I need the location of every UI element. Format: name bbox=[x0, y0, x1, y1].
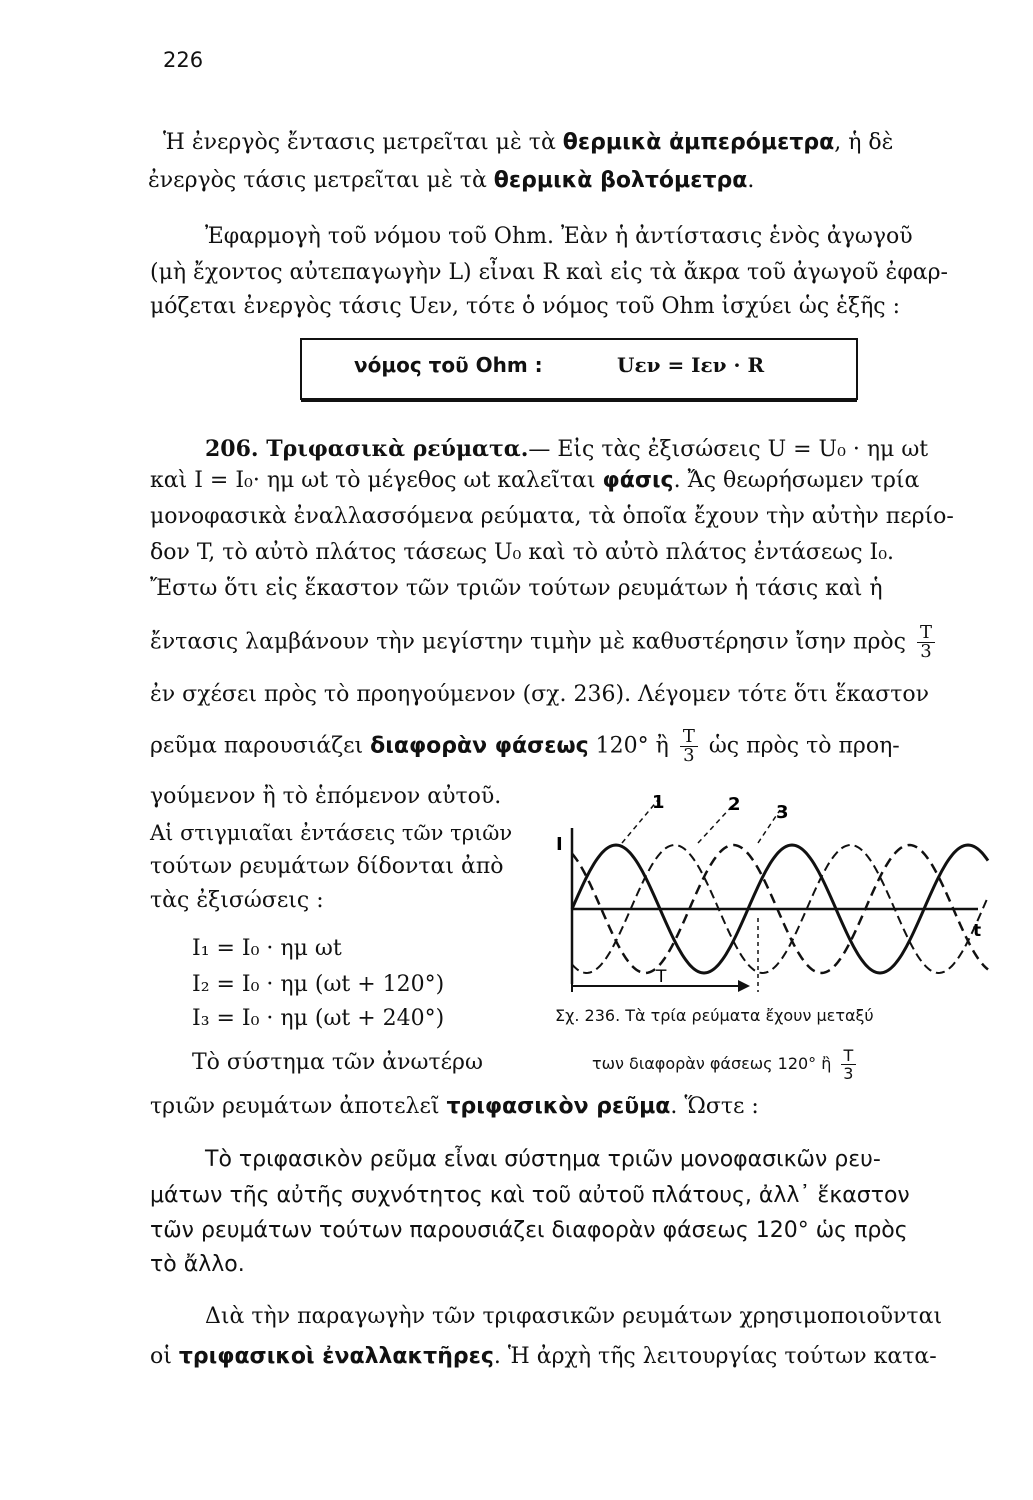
intro-text: Ἡ ἐνεργὸς ἔντασις μετρεῖται μὲ τὰ bbox=[163, 130, 563, 155]
fraction-t-over-3: $\frac{T}{3}$ bbox=[680, 728, 698, 765]
section-206-line-14 bbox=[150, 1092, 759, 1122]
caption-text: των διαφορὰν φάσεως 120° ἢ bbox=[592, 1054, 832, 1073]
section-206-line-9: γούμενον ἢ τὸ ἑπόμενον αὐτοῦ. bbox=[150, 784, 502, 809]
section-text: τριῶν ρευμάτων ἀποτελεῖ bbox=[150, 1094, 447, 1119]
page-number: 226 bbox=[163, 48, 204, 72]
section-text: ρεῦμα παρουσιάζει bbox=[150, 733, 371, 759]
curve-label-2: 2 bbox=[728, 794, 741, 815]
section-text: ὡς πρὸς τὸ προη- bbox=[708, 733, 900, 759]
section-206-line-11: τούτων ρευμάτων δίδονται ἀπὸ bbox=[150, 854, 504, 879]
definition-line-3: τῶν ρευμάτων τούτων παρουσιάζει διαφορὰν φάσεως 120° ὡς πρὸς bbox=[150, 1218, 908, 1243]
section-text: . Ὥστε : bbox=[670, 1094, 759, 1119]
term-phase-difference: διαφορὰν φάσεως bbox=[370, 733, 589, 759]
intro-line-1 bbox=[163, 128, 893, 158]
term-phase: φάσις bbox=[602, 468, 674, 493]
intro-text: . bbox=[747, 168, 755, 193]
section-text: — Εἰς τὰς ἐξισώσεις U = U₀ · ημ ωt bbox=[528, 437, 929, 462]
curve-label-3: 3 bbox=[776, 802, 789, 823]
figure-caption-line-2 bbox=[592, 1047, 860, 1082]
section-206-line-13: Τὸ σύστημα τῶν ἀνωτέρω bbox=[192, 1050, 483, 1075]
term-three-phase-current: τριφασικὸν ρεῦμα bbox=[446, 1094, 671, 1119]
section-heading: 206. Τριφασικὰ ρεύματα. bbox=[205, 436, 529, 462]
axis-label-t: t bbox=[973, 921, 982, 941]
period-arrow bbox=[738, 980, 750, 992]
ohm-law-box bbox=[300, 338, 858, 400]
axis-label-i: I bbox=[556, 834, 563, 855]
section-text: 120° ἢ bbox=[588, 733, 669, 759]
section-206-line-4: δον T, τὸ αὐτὸ πλάτος τάσεως U₀ καὶ τὸ αὐτὸ πλάτος ἐντάσεως I₀. bbox=[150, 540, 895, 565]
caption-fraction: $\frac{T}{3}$ bbox=[841, 1047, 857, 1082]
curve-label-1: 1 bbox=[652, 792, 665, 813]
section-text: καὶ I = I₀· ημ ωt τὸ μέγεθος ωt καλεῖται bbox=[150, 468, 603, 493]
section-206-line-2 bbox=[150, 466, 919, 496]
section-206-line-8 bbox=[150, 728, 900, 765]
intro-line-2 bbox=[148, 166, 754, 196]
equation-i1: I₁ = I₀ · ημ ωt bbox=[192, 936, 342, 961]
section-text: ἔντασις λαμβάνουν τὴν μεγίστην τιμὴν μὲ καθυστέρησιν ἴσην πρὸς bbox=[150, 629, 906, 655]
ohm-line-2: (μὴ ἔχοντος αὐτεπαγωγὴν L) εἶναι R καὶ εἰς τὰ ἄκρα τοῦ ἀγωγοῦ ἐφαρ- bbox=[150, 260, 948, 285]
section-206-line-5: Ἔστω ὅτι εἰς ἕκαστον τῶν τριῶν τούτων ρευμάτων ἡ τάσις καὶ ἡ bbox=[150, 576, 883, 601]
intro-text: , ἡ δὲ bbox=[834, 130, 894, 155]
section-206-line-1 bbox=[205, 434, 928, 465]
section-206-line-3: μονοφασικὰ ἐναλλασσόμενα ρεύματα, τὰ ὁποῖα ἔχουν τὴν αὐτὴν περίο- bbox=[150, 504, 954, 529]
intro-text: ἐνεργὸς τάσις μετρεῖται μὲ τὰ bbox=[148, 168, 494, 193]
equation-i3: I₃ = I₀ · ημ (ωt + 240°) bbox=[192, 1006, 445, 1031]
term-thermal-ammeters: θερμικὰ ἀμπερόμετρα bbox=[562, 130, 835, 155]
term-thermal-voltmeters: θερμικὰ βολτόμετρα bbox=[493, 168, 748, 193]
figure-236-three-phase-diagram bbox=[548, 788, 1018, 1003]
section-206-line-10: Αἱ στιγμιαῖαι ἐντάσεις τῶν τριῶν bbox=[150, 821, 513, 845]
definition-line-2: μάτων τῆς αὐτῆς συχνότητος καὶ τοῦ αὐτοῦ πλάτους, ἀλλ᾽ ἕκαστον bbox=[150, 1183, 910, 1208]
closing-text: οἱ bbox=[150, 1344, 179, 1369]
ohm-law-label: νόμος τοῦ Ohm : bbox=[354, 353, 543, 377]
period-label: T bbox=[656, 967, 667, 987]
closing-line-2 bbox=[150, 1342, 937, 1372]
equation-i2: I₂ = I₀ · ημ (ωt + 120°) bbox=[192, 972, 445, 997]
term-three-phase-alternators: τριφασικοὶ ἐναλλακτῆρες bbox=[178, 1344, 494, 1369]
section-text: . Ἄς θεωρήσωμεν τρία bbox=[673, 468, 920, 493]
definition-line-4: τὸ ἄλλο. bbox=[150, 1252, 245, 1277]
section-206-line-6 bbox=[150, 624, 939, 661]
section-206-line-7: ἐν σχέσει πρὸς τὸ προηγούμενον (σχ. 236). Λέγομεν τότε ὅτι ἕκαστον bbox=[150, 682, 930, 707]
fraction-t-over-3: $\frac{T}{3}$ bbox=[917, 624, 935, 661]
section-206-line-12: τὰς ἐξισώσεις : bbox=[150, 888, 324, 913]
ohm-line-3: μόζεται ἐνεργὸς τάσις Uεν, τότε ὁ νόμος τοῦ Ohm ἰσχύει ὡς ἑξῆς : bbox=[150, 294, 900, 319]
definition-line-1: Τὸ τριφασικὸν ρεῦμα εἶναι σύστημα τριῶν μονοφασικῶν ρευ- bbox=[205, 1147, 881, 1172]
closing-line-1: Διὰ τὴν παραγωγὴν τῶν τριφασικῶν ρευμάτων χρησιμοποιοῦνται bbox=[205, 1304, 943, 1329]
ohm-law-formula: Uεν = Iεν · R bbox=[617, 353, 765, 377]
ohm-line-1: Ἐφαρμογὴ τοῦ νόμου τοῦ Ohm. Ἐὰν ἡ ἀντίστασις ἑνὸς ἀγωγοῦ bbox=[205, 224, 913, 249]
figure-caption-line-1: Σχ. 236. Τὰ τρία ρεύματα ἔχουν μεταξύ bbox=[555, 1006, 874, 1025]
closing-text: . Ἡ ἀρχὴ τῆς λειτουργίας τούτων κατα- bbox=[493, 1344, 937, 1369]
